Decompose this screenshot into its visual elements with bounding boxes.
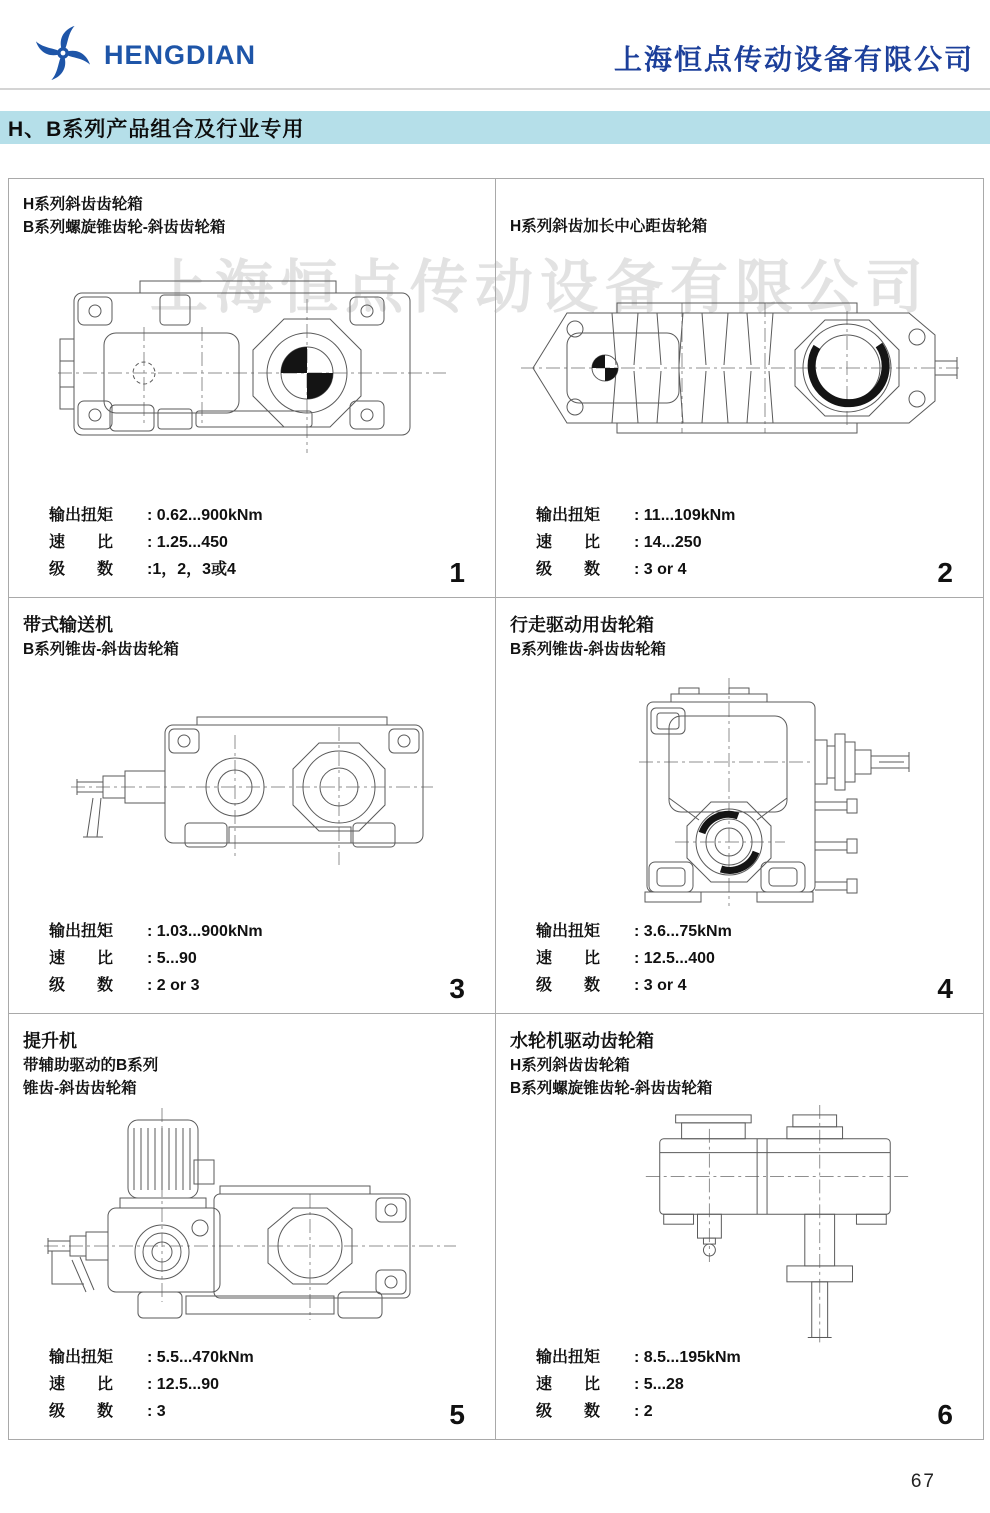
spec-block: [510, 918, 969, 1003]
gearbox-drawing-3: [23, 661, 481, 918]
cell-number: 5: [449, 1399, 465, 1430]
cell-number: 2: [937, 557, 953, 588]
spec-label-stages: 级 数: [536, 1403, 601, 1420]
spec-value-torque: : 8.5...195kNm: [634, 1349, 741, 1366]
spec-label-torque: 输出扭矩: [49, 507, 114, 524]
spec-label-stages: 级 数: [536, 561, 601, 578]
cell-subtitle: H系列斜齿齿轮箱: [23, 196, 143, 213]
section-title: H、B系列产品组合及行业专用: [8, 117, 305, 141]
gearbox-drawing-4: [510, 661, 969, 918]
spec-value-torque: : 5.5...470kNm: [147, 1349, 254, 1366]
spec-value-ratio: : 5...90: [147, 950, 197, 967]
cell-subtitle: B系列锥齿-斜齿齿轮箱: [510, 641, 666, 659]
spec-value-stages: : 3: [147, 1403, 166, 1420]
cell-number: 1: [449, 557, 465, 588]
cell-number: 6: [937, 1399, 953, 1430]
gearbox-drawing-6: [510, 1101, 969, 1344]
spec-block: [23, 918, 481, 1003]
gearbox-drawing-2: [510, 238, 969, 502]
cell-heading: 水轮机驱动齿轮箱: [510, 1031, 654, 1051]
spec-label-ratio: 速 比: [536, 534, 601, 551]
spec-label-torque: 输出扭矩: [49, 1349, 114, 1366]
spec-label-ratio: 速 比: [536, 1376, 601, 1393]
gearbox-drawing-1: [23, 240, 481, 503]
spec-label-stages: 级 数: [49, 561, 114, 578]
spec-label-torque: 输出扭矩: [536, 507, 601, 524]
spec-value-torque: : 1.03...900kNm: [147, 923, 263, 940]
product-cell-5: [9, 1014, 496, 1439]
company-name: 上海恒点传动设备有限公司: [613, 44, 974, 75]
header-divider: [0, 88, 990, 90]
spec-value-ratio: : 12.5...90: [147, 1376, 220, 1393]
hengdian-logo-icon: [34, 24, 92, 82]
spec-value-stages: : 3 or 4: [634, 561, 687, 578]
product-cell-4: [496, 598, 983, 1014]
spec-label-ratio: 速 比: [536, 950, 601, 967]
spec-block: [23, 502, 481, 587]
cell-subtitle: B系列锥齿-斜齿齿轮箱: [23, 641, 179, 659]
cell-heading: 提升机: [23, 1031, 77, 1051]
page-number: 67: [910, 1471, 936, 1492]
gearbox-drawing-5: [23, 1101, 481, 1344]
product-cell-2: [496, 179, 983, 598]
spec-block: [510, 1344, 969, 1429]
section-banner: [0, 111, 990, 144]
spec-value-ratio: : 5...28: [634, 1376, 684, 1393]
spec-block: [510, 502, 969, 587]
cell-heading: 行走驱动用齿轮箱: [510, 615, 654, 635]
spec-value-stages: :1，2，3或4: [147, 561, 236, 578]
page-header: [0, 12, 990, 88]
spec-value-stages: : 3 or 4: [634, 977, 687, 994]
product-cell-6: [496, 1014, 983, 1439]
cell-heading: 带式输送机: [23, 615, 113, 635]
spec-value-torque: : 11...109kNm: [634, 507, 736, 524]
spec-label-torque: 输出扭矩: [536, 923, 601, 940]
cell-subtitle: H系列斜齿加长中心距齿轮箱: [510, 218, 708, 235]
cell-subtitle: 带辅助驱动的B系列: [23, 1057, 159, 1075]
cell-number: 3: [449, 973, 465, 1004]
cell-subtitle: B系列螺旋锥齿轮-斜齿齿轮箱: [23, 219, 226, 237]
spec-label-ratio: 速 比: [49, 534, 114, 551]
product-cell-1: [9, 179, 496, 598]
cell-subtitle: 锥齿-斜齿齿轮箱: [23, 1080, 137, 1098]
watermark-text: 上海恒点传动设备有限公司: [150, 255, 931, 320]
spec-value-ratio: : 1.25...450: [147, 534, 228, 551]
spec-label-stages: 级 数: [536, 977, 601, 994]
spec-value-torque: : 0.62...900kNm: [147, 507, 263, 524]
spec-label-ratio: 速 比: [49, 1376, 114, 1393]
spec-value-stages: : 2 or 3: [147, 977, 200, 994]
product-cell-3: [9, 598, 496, 1014]
product-grid: [8, 178, 984, 1440]
cell-subtitle: B系列螺旋锥齿轮-斜齿齿轮箱: [510, 1080, 713, 1098]
spec-label-ratio: 速 比: [49, 950, 114, 967]
spec-label-torque: 输出扭矩: [49, 923, 114, 940]
brand-wordmark: HENGDIAN: [104, 40, 257, 70]
spec-label-stages: 级 数: [49, 1403, 114, 1420]
spec-value-stages: : 2: [634, 1403, 653, 1420]
spec-value-torque: : 3.6...75kNm: [634, 923, 732, 940]
spec-block: [23, 1344, 481, 1429]
cell-subtitle: H系列斜齿齿轮箱: [510, 1057, 630, 1075]
spec-label-stages: 级 数: [49, 977, 114, 994]
spec-label-torque: 输出扭矩: [536, 1349, 601, 1366]
spec-value-ratio: : 12.5...400: [634, 950, 715, 967]
cell-number: 4: [937, 973, 953, 1004]
spec-value-ratio: : 14...250: [634, 534, 702, 551]
